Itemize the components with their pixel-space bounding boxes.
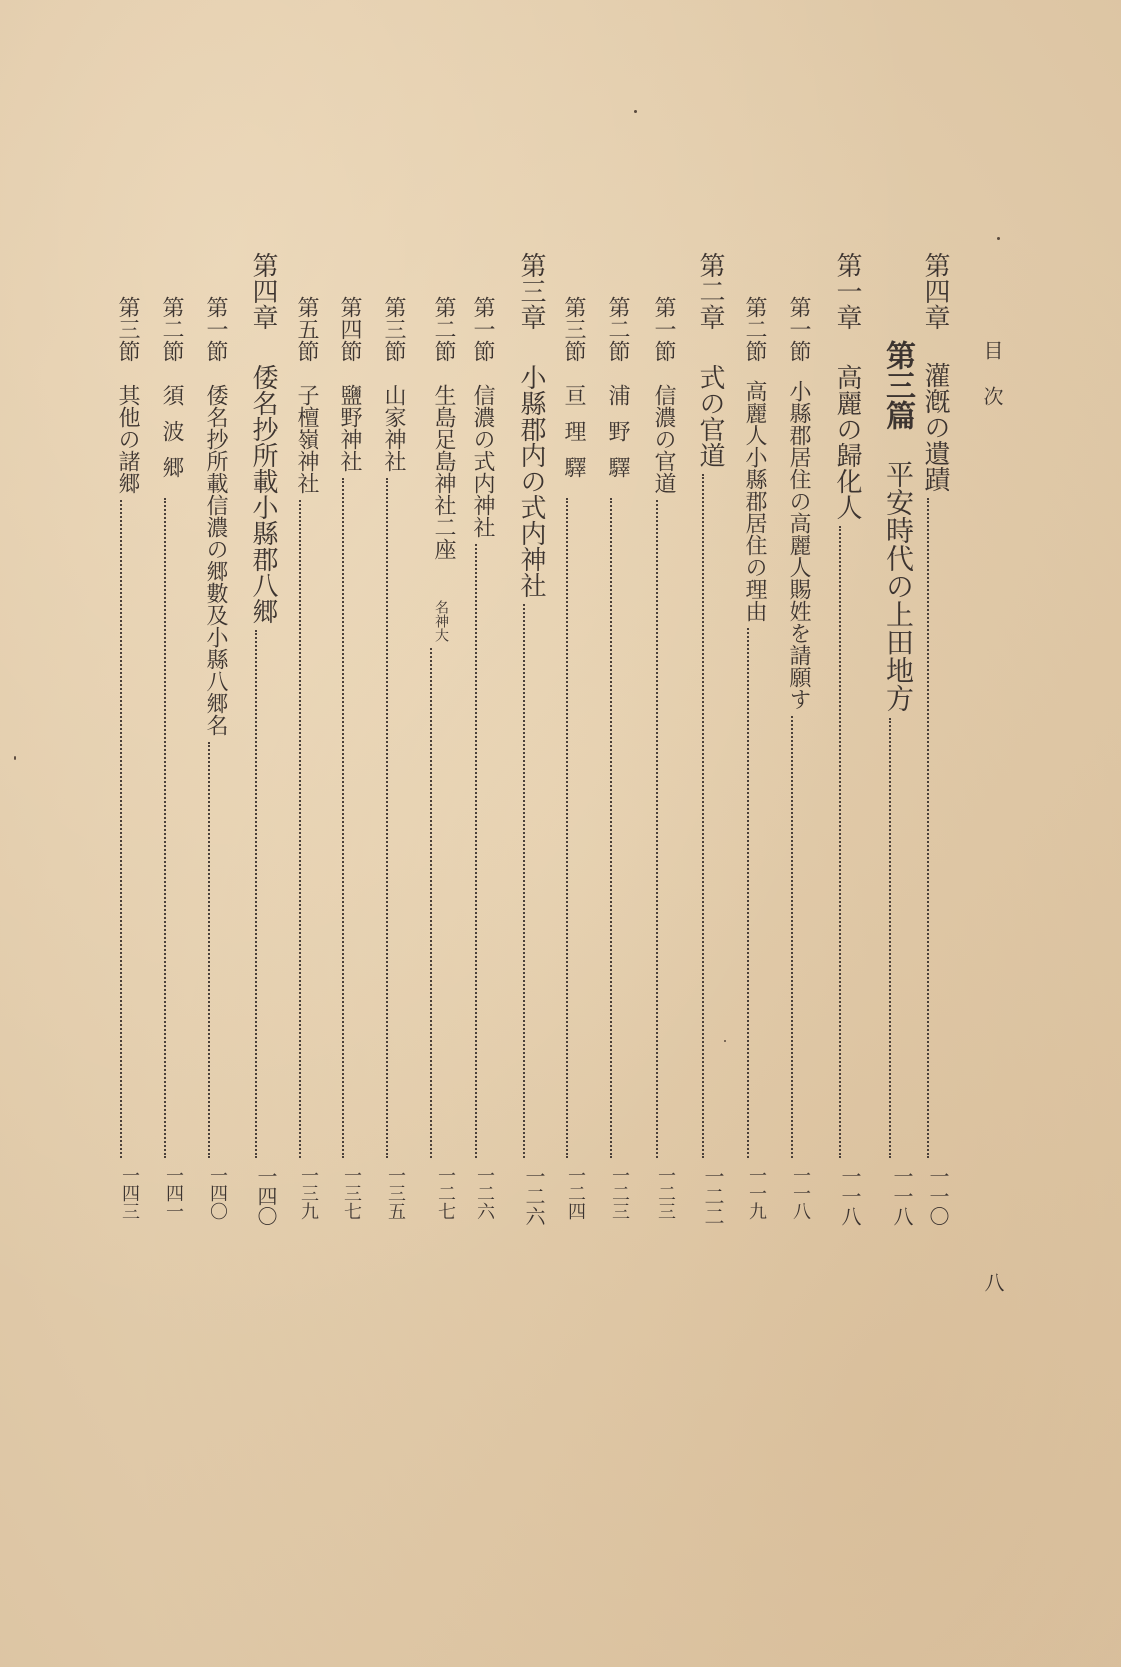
toc-entry-chapter-3	[504, 0, 544, 1667]
entry-page: 一四三	[119, 1166, 140, 1220]
paper-speck	[634, 110, 637, 113]
toc-entry-section	[775, 0, 809, 1667]
toc-entry-section	[326, 0, 360, 1667]
toc-entry-section	[104, 0, 138, 1667]
entry-label: 第三章	[516, 252, 546, 330]
entry-label: 第一節	[203, 296, 228, 362]
entry-label: 第二章	[695, 252, 725, 330]
entry-label: 第二節	[431, 296, 456, 362]
entry-title: 亘理驛	[561, 384, 586, 492]
entry-title: 灌漑の遺蹟	[920, 362, 950, 492]
entry-page: 一二六	[474, 1166, 495, 1220]
entry-title: 子檀嶺神社	[294, 384, 319, 494]
entry-label: 第一節	[786, 296, 811, 362]
entry-page: 一二三	[655, 1166, 676, 1220]
entry-title: 須波郷	[159, 384, 184, 492]
entry-page: 一二六	[522, 1166, 546, 1226]
leader-dots	[299, 500, 301, 1158]
leader-dots	[475, 544, 477, 1158]
toc-entry-section	[370, 0, 404, 1667]
entry-label: 第三節	[115, 296, 140, 362]
toc-entry-chapter-1	[820, 0, 860, 1667]
page-header-title: 目次	[980, 340, 1004, 432]
paper-speck	[724, 1040, 726, 1042]
entry-label: 第二節	[605, 296, 630, 362]
entry-page: 一三九	[298, 1166, 319, 1220]
entry-title: 小縣郡内の式内神社	[516, 364, 546, 598]
entry-title: 平安時代の上田地方	[882, 460, 915, 712]
entry-label: 第四章	[248, 252, 278, 330]
toc-entry-section	[594, 0, 628, 1667]
entry-title: 小縣郡居住の高麗人賜姓を請願す	[786, 380, 811, 710]
paper-speck	[14, 756, 16, 760]
entry-title: 倭名抄所載小縣郡八郷	[248, 364, 278, 624]
entry-page: 一一八	[838, 1166, 862, 1226]
entry-page: 一三七	[341, 1166, 362, 1220]
entry-title: 鹽野神社	[337, 384, 362, 472]
leader-dots	[255, 630, 257, 1158]
entry-label: 第三節	[381, 296, 406, 362]
entry-page: 一四一	[163, 1166, 184, 1220]
leader-dots	[889, 718, 891, 1158]
entry-title: 信濃の官道	[651, 384, 676, 494]
leader-dots	[164, 498, 166, 1158]
entry-title: 高麗人小縣郡居住の理由	[742, 380, 767, 622]
leader-dots	[610, 498, 612, 1158]
leader-dots	[747, 628, 749, 1158]
entry-page: 一四〇	[207, 1166, 228, 1220]
toc-entry-section	[640, 0, 674, 1667]
toc-entry-chapter-4-wamyosho	[236, 0, 276, 1667]
entry-title: 高麗の歸化人	[832, 364, 862, 520]
leader-dots	[430, 648, 432, 1158]
entry-page: 一一八	[890, 1166, 914, 1226]
entry-note: 名神大	[433, 600, 449, 642]
leader-dots	[523, 604, 525, 1158]
entry-page: 一一九	[746, 1166, 767, 1220]
entry-label: 第一節	[470, 296, 495, 362]
entry-page: 一四〇	[254, 1166, 278, 1226]
entry-title: 倭名抄所載信濃の郷數及小縣八郷名	[203, 384, 228, 736]
toc-entry-section	[414, 0, 454, 1667]
entry-label: 第二節	[742, 296, 767, 362]
leader-dots	[702, 474, 704, 1158]
entry-title: 信濃の式内神社	[470, 384, 495, 538]
entry-label: 第二節	[159, 296, 184, 362]
entry-label: 第三篇	[880, 340, 915, 430]
entry-page: 一二四	[565, 1166, 586, 1220]
toc-entry-section	[459, 0, 493, 1667]
entry-label: 第四章	[920, 252, 950, 330]
leader-dots	[386, 478, 388, 1158]
entry-label: 第三節	[561, 296, 586, 362]
paper-speck	[997, 237, 1000, 240]
entry-page: 一二三	[609, 1166, 630, 1220]
entry-label: 第一章	[832, 252, 862, 330]
leader-dots	[791, 716, 793, 1158]
entry-page: 一二七	[435, 1166, 456, 1220]
toc-entry-chapter-4-irrigation	[908, 0, 948, 1667]
toc-entry-part-3	[868, 0, 915, 1667]
page-number: 八	[981, 1272, 1005, 1292]
entry-title: 其他の諸郷	[115, 384, 140, 494]
entry-title: 式の官道	[695, 364, 725, 468]
toc-entry-chapter-2	[683, 0, 723, 1667]
entry-page: 一二二	[701, 1166, 725, 1226]
entry-label: 第一節	[651, 296, 676, 362]
toc-entry-section	[731, 0, 765, 1667]
entry-title: 浦野驛	[605, 384, 630, 492]
leader-dots	[342, 478, 344, 1158]
leader-dots	[120, 500, 122, 1158]
entry-title: 生島足島神社二座	[431, 384, 456, 560]
leader-dots	[566, 498, 568, 1158]
entry-title: 山家神社	[381, 384, 406, 472]
toc-entry-section	[550, 0, 584, 1667]
leader-dots	[656, 500, 658, 1158]
entry-label: 第五節	[294, 296, 319, 362]
leader-dots	[927, 498, 929, 1158]
leader-dots	[208, 742, 210, 1158]
entry-label: 第四節	[337, 296, 362, 362]
toc-entry-section	[192, 0, 226, 1667]
leader-dots	[839, 526, 841, 1158]
toc-entry-section	[148, 0, 182, 1667]
entry-page: 一三五	[385, 1166, 406, 1220]
entry-page: 一一〇	[926, 1166, 950, 1226]
entry-page: 一一八	[790, 1166, 811, 1220]
toc-entry-section	[283, 0, 317, 1667]
